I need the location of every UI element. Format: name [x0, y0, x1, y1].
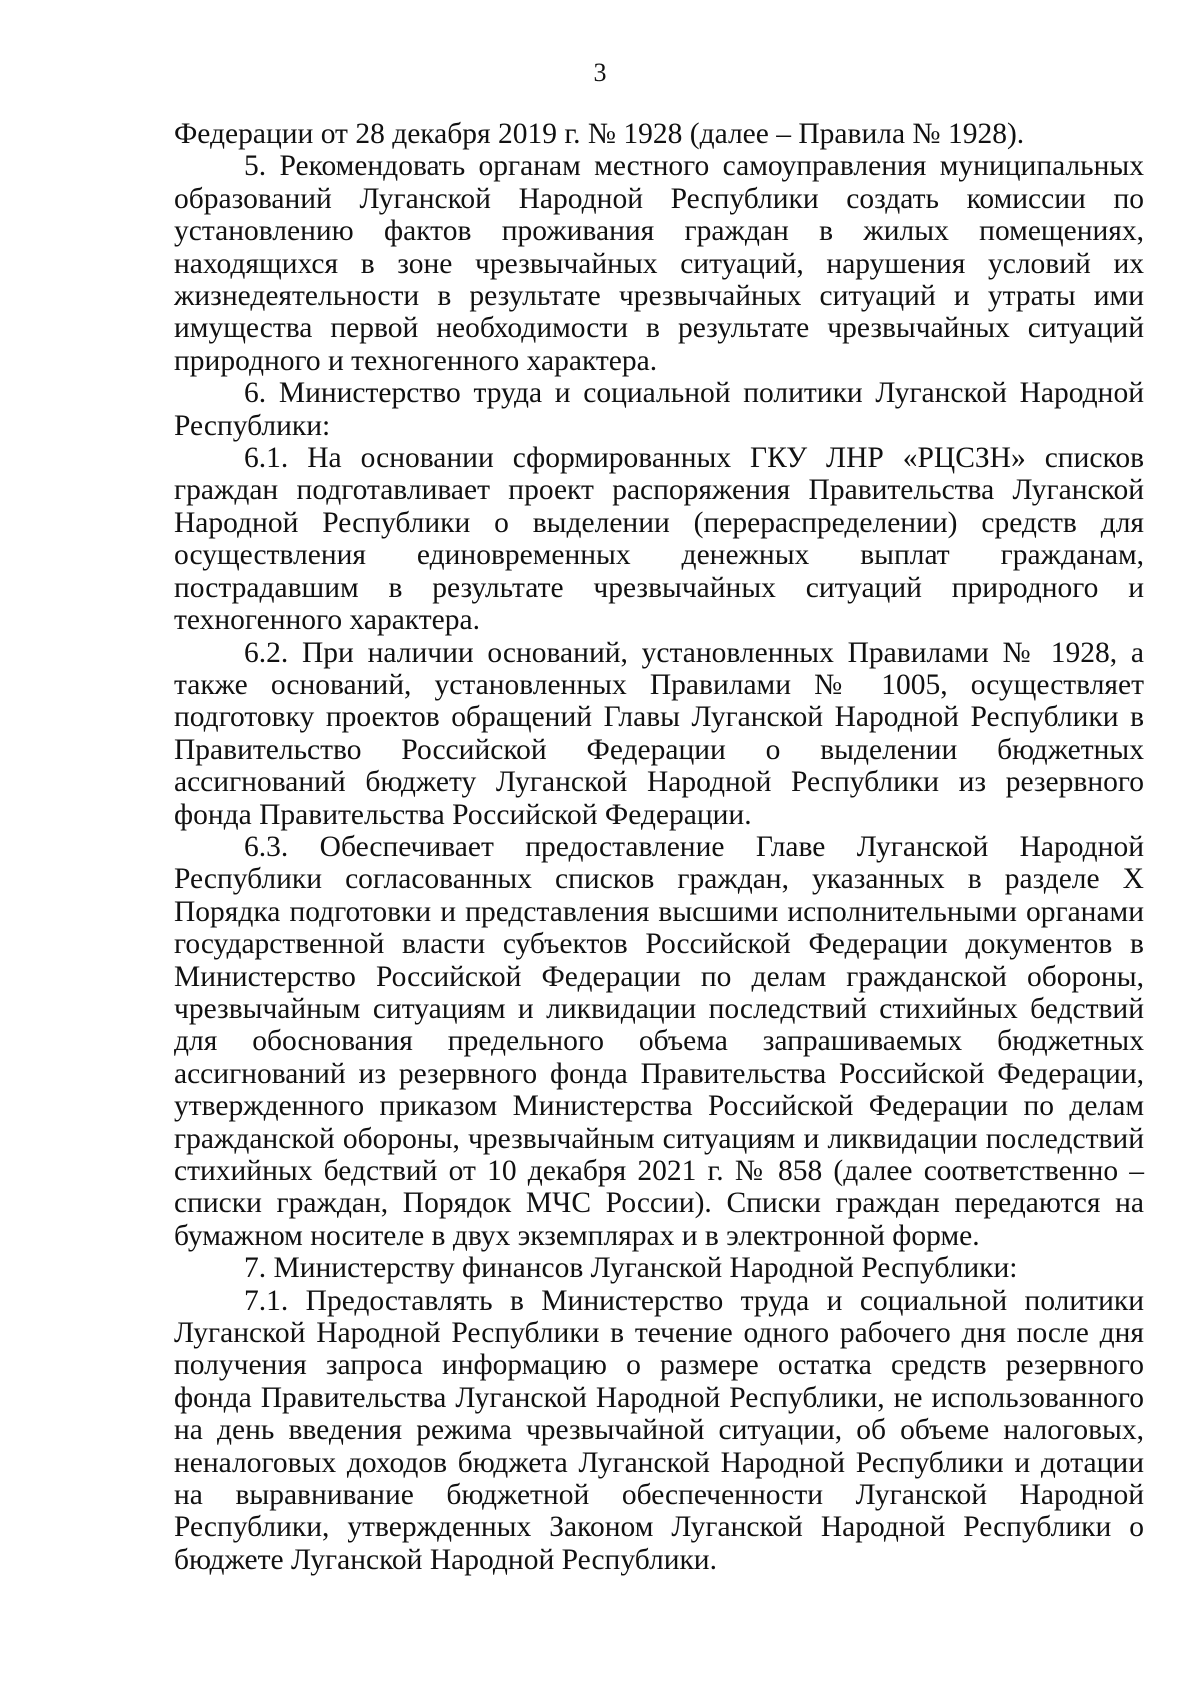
paragraph-item-7: 7. Министерству финансов Луганской Народной Республики:	[244, 1252, 1018, 1285]
page-number: 3	[593, 58, 607, 87]
document-body	[174, 118, 1144, 1576]
paragraph-item-6-1: 6.1. На основании сформированных ГКУ ЛНР «РЦСЗН» списков граждан подготавливает проект распоряжения Правительства Луганской Народной Республики о выделении (перераспределении) средств для осуществления единовременных денежных выплат гражданам, пострадавшим в результате чрезвычайных ситуаций природного и техногенного характера.	[174, 442, 1144, 637]
paragraph-item-7-1: 7.1. Предоставлять в Министерство труда и социальной политики Луганской Народной Республики в течение одного рабочего дня после дня получения запроса информацию о размере остатка средств резервного фонда Правительства Луганской Народной Республики, не использованного на день введения режима чрезвычайной ситуации, об объеме налоговых, неналоговых доходов бюджета Луганской Народной Республики и дотации на выравнивание бюджетной обеспеченности Луганской Народной Республики, утвержденных Законом Луганской Народной Республики о бюджете Луганской Народной Республики.	[174, 1284, 1144, 1576]
paragraph-item-6: 6. Министерство труда и социальной политики Луганской Народной Республики:	[174, 377, 1144, 442]
paragraph-item-5: 5. Рекомендовать органам местного самоуправления муниципальных образований Луганской Народной Республики создать комиссии по установлению фактов проживания граждан в жилых помещениях, находящихся в зоне чрезвычайных ситуаций, нарушения условий их жизнедеятельности в результате чрезвычайных ситуаций и утраты ими имущества первой необходимости в результате чрезвычайных ситуаций природного и техногенного характера.	[174, 150, 1144, 377]
paragraph-item-6-2: 6.2. При наличии оснований, установленных Правилами № 1928, а также оснований, установленных Правилами № 1005, осуществляет подготовку проектов обращений Главы Луганской Народной Республики в Правительство Российской Федерации о выделении бюджетных ассигнований бюджету Луганской Народной Республики из резервного фонда Правительства Российской Федерации.	[174, 636, 1144, 831]
paragraph-item-6-3: 6.3. Обеспечивает предоставление Главе Луганской Народной Республики согласованных списков граждан, указанных в разделе X Порядка подготовки и представления высшими исполнительными органами государственной власти субъектов Российской Федерации документов в Министерство Российской Федерации по делам гражданской обороны, чрезвычайным ситуациям и ликвидации последствий стихийных бедствий для обоснования предельного объема запрашиваемых бюджетных ассигнований из резервного фонда Правительства Российской Федерации, утвержденного приказом Министерства Российской Федерации по делам гражданской обороны, чрезвычайным ситуациям и ликвидации последствий стихийных бедствий от 10 декабря 2021 г. № 858 (далее соответственно – списки граждан, Порядок МЧС России). Списки граждан передаются на бумажном носителе в двух экземплярах и в электронной форме.	[174, 830, 1144, 1252]
paragraph-continuation: Федерации от 28 декабря 2019 г. № 1928 (далее – Правила № 1928).	[174, 118, 1025, 150]
